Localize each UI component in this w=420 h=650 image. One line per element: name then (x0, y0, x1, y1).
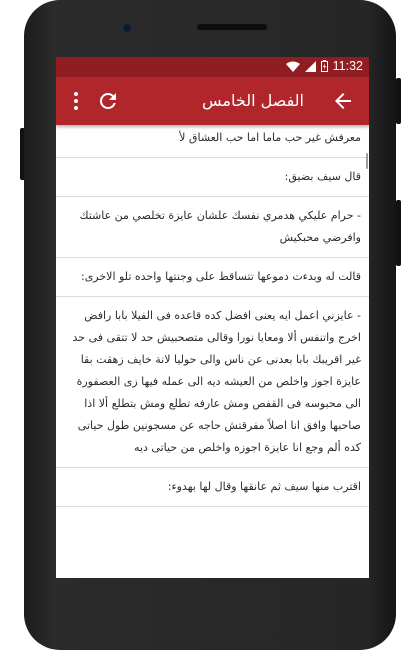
paragraph-divider (56, 506, 369, 507)
wifi-icon (286, 61, 300, 72)
chapter-content[interactable] (56, 125, 369, 578)
phone-side-button (396, 200, 401, 266)
arrow-forward-icon[interactable] (331, 89, 355, 113)
battery-icon (321, 60, 328, 72)
more-vert-icon[interactable] (64, 89, 88, 113)
status-icons (286, 59, 363, 73)
chapter-paragraph: - حرام عليكي هدمري نفسك علشان عايزة تخلصي من عاشتك وافرضي محبكيش (79, 209, 361, 244)
status-bar (56, 57, 369, 77)
page-title: الفصل الخامس (202, 91, 304, 110)
chapter-paragraph: - عايزني اعمل ايه يعنى افضل كده قاعده فى الفيلا بابا رافض اخرج واتنفس ألا ومعايا نورا وقالى متصحبيش حد لا تتقى فى حد غير اقريبك بابا بعدنى عن ناس والى حوليا لانة خايف زهقت بقا عايزة اجوز واخلص من العيشه ديه الى عمله فيها زى العصفورة الى محبوسه فى القفص ومش عارفه تطلع ومش بتطلع ألا اذا صاحبها وافق انا اصلاً مفرقتش حاجه عن مسجونين طول حياتى كده ألم وجع انا عايزة اجوزه واخلص من حياتى ديه (72, 309, 361, 454)
chapter-paragraph: قالت له وبدءت دموعها تتساقط على وجنتها واحده تلو الاخرى: (80, 270, 361, 283)
phone-camera (122, 23, 132, 33)
toolbar (56, 77, 369, 125)
phone-speaker (197, 24, 267, 30)
chapter-paragraph: قال سيف بضيق: (284, 170, 361, 183)
paragraph-divider (56, 196, 369, 197)
status-time: 11:32 (332, 59, 363, 73)
chapter-paragraph: معرفش غير حب ماما اما حب العشاق لأ (179, 131, 361, 144)
signal-icon (305, 61, 316, 72)
app-screen (56, 57, 369, 578)
paragraph-divider (56, 157, 369, 158)
paragraph-divider (56, 257, 369, 258)
paragraph-divider (56, 467, 369, 468)
chapter-paragraph: اقترب منها سيف ثم عانقها وقال لها بهدوء: (167, 480, 361, 493)
refresh-icon[interactable] (96, 89, 120, 113)
phone-power-button (396, 78, 401, 124)
scrollbar[interactable] (366, 153, 368, 169)
paragraph-divider (56, 296, 369, 297)
